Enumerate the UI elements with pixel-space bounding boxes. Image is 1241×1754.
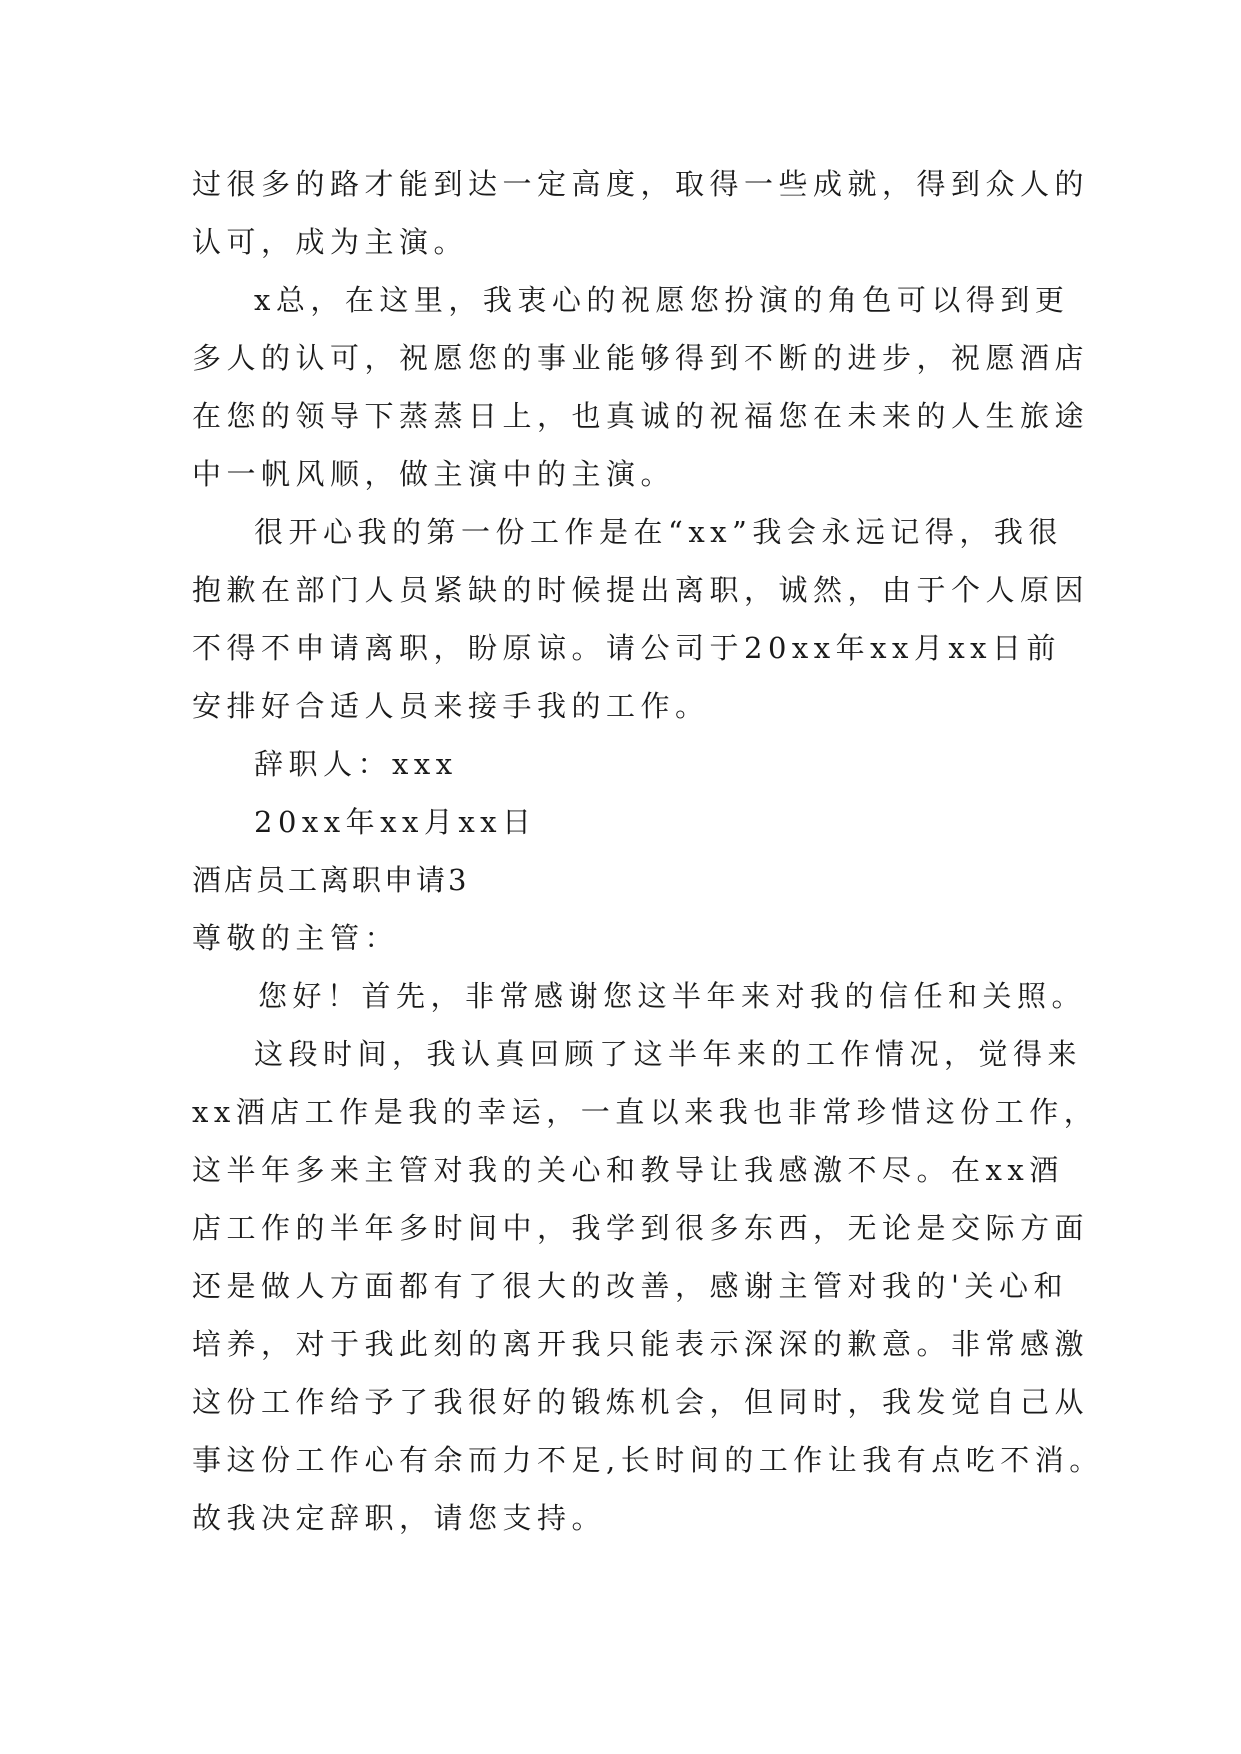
signer-line: 辞职人：xxx [254, 747, 458, 781]
text-line: 安排好合适人员来接手我的工作。 [192, 689, 710, 723]
text-line: 这份工作给予了我很好的锻炼机会，但同时，我发觉自己从 [192, 1385, 1090, 1419]
text-line: 过很多的路才能到达一定高度，取得一些成就，得到众人的 [192, 167, 1090, 201]
date-line: 20xx年xx月xx日 [254, 805, 537, 839]
text-line: 中一帆风顺，做主演中的主演。 [192, 457, 676, 491]
text-line: 店工作的半年多时间中，我学到很多东西，无论是交际方面 [192, 1211, 1090, 1245]
text-line: 不得不申请离职，盼原谅。请公司于20xx年xx月xx日前 [192, 631, 1062, 665]
text-line: 多人的认可，祝愿您的事业能够得到不断的进步，祝愿酒店 [192, 341, 1090, 375]
text-line: 认可，成为主演。 [192, 225, 469, 259]
text-line: 抱歉在部门人员紧缺的时候提出离职，诚然，由于个人原因 [192, 573, 1090, 607]
text-line: 还是做人方面都有了很大的改善，感谢主管对我的'关心和 [192, 1269, 1068, 1303]
text-line: x总，在这里，我衷心的祝愿您扮演的角色可以得到更 [254, 283, 1070, 317]
text-line: 这段时间，我认真回顾了这半年来的工作情况，觉得来 [254, 1037, 1083, 1071]
text-line: xx酒店工作是我的幸运，一直以来我也非常珍惜这份工作， [192, 1095, 1099, 1129]
text-line: 您好！首先，非常感谢您这半年来对我的信任和关照。 [258, 979, 1087, 1013]
text-line: 故我决定辞职，请您支持。 [192, 1501, 607, 1535]
text-line: 在您的领导下蒸蒸日上，也真诚的祝福您在未来的人生旅途 [192, 399, 1090, 433]
text-line: 培养，对于我此刻的离开我只能表示深深的歉意。非常感激 [192, 1327, 1090, 1361]
salutation-line: 尊敬的主管： [192, 921, 400, 955]
section-heading: 酒店员工离职申请3 [192, 863, 470, 897]
document-body [192, 155, 1104, 1547]
text-line: 事这份工作心有余而力不足,长时间的工作让我有点吃不消。 [192, 1443, 1104, 1477]
text-line: 这半年多来主管对我的关心和教导让我感激不尽。在xx酒 [192, 1153, 1064, 1187]
text-line: 很开心我的第一份工作是在“xx”我会永远记得，我很 [254, 515, 1063, 549]
